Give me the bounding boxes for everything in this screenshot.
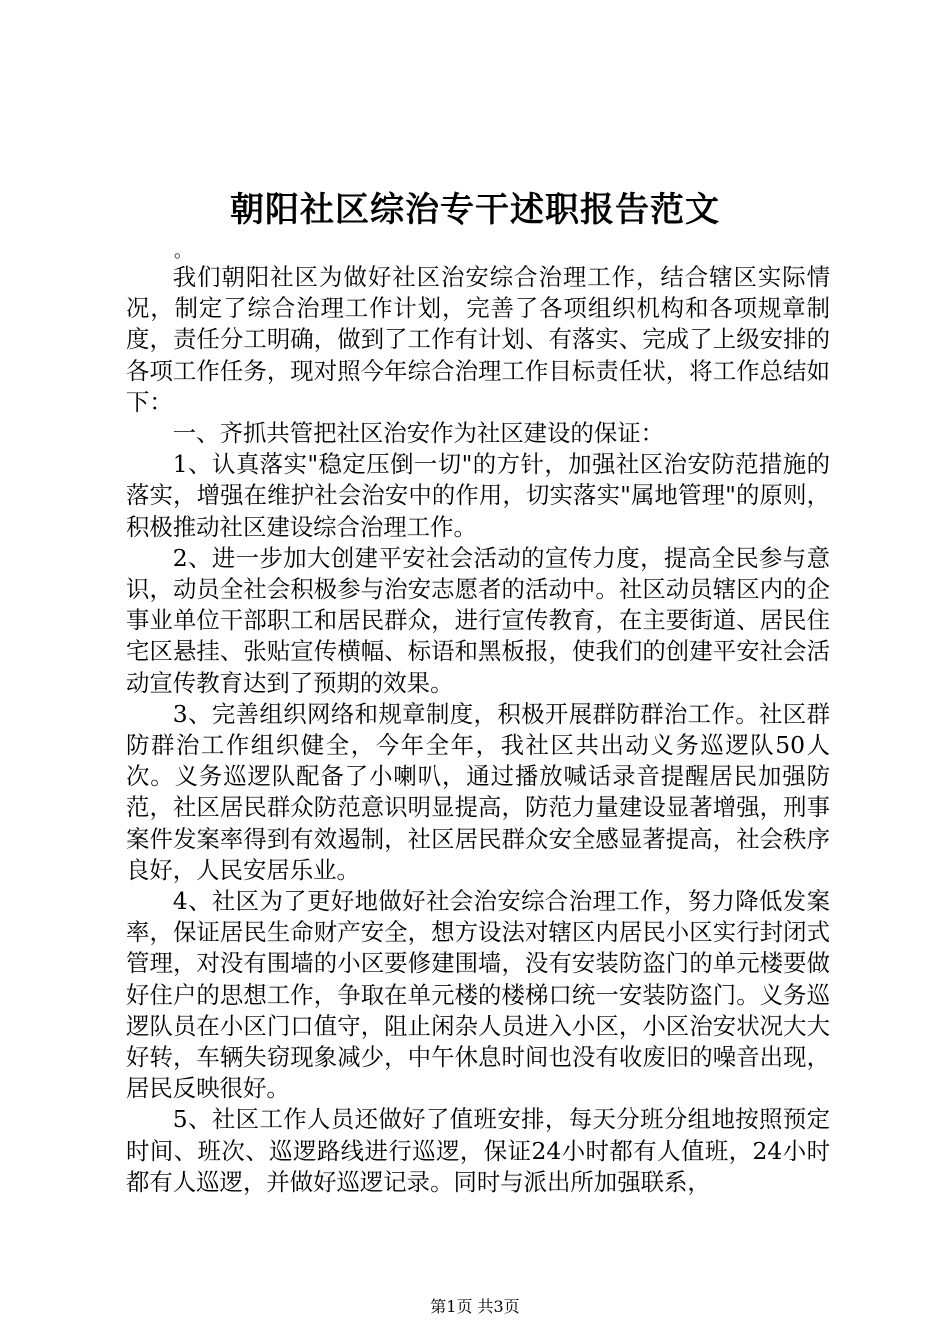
paragraph-item-4: 4、社区为了更好地做好社会治安综合治理工作，努力降低发案率，保证居民生命财产安全，想方设法对辖区内居民小区实行封闭式管理，对没有围墙的小区要修建围墙，没有安装防盗门的单元楼要做好住户的思想工作，争取在单元楼的楼梯口统一安装防盗门。义务巡逻队员在小区门口值守，阻止闲杂人员进入小区，小区治安状况大大好转，车辆失窃现象减少，中午休息时间也没有收废旧的噪音出现，居民反映很好。 (126, 887, 830, 1103)
paragraph-intro: 我们朝阳社区为做好社区治安综合治理工作，结合辖区实际情况，制定了综合治理工作计划，完善了各项组织机构和各项规章制度，责任分工明确，做到了工作有计划、有落实、完成了上级安排的各项工作任务，现对照今年综合治理工作目标责任状，将工作总结如下： (126, 263, 830, 416)
paragraph-item-5: 5、社区工作人员还做好了值班安排，每天分班分组地按照预定时间、班次、巡逻路线进行巡逻，保证24小时都有人值班，24小时都有人巡逻，并做好巡逻记录。同时与派出所加强联系， (126, 1105, 830, 1196)
document-body (126, 262, 830, 1198)
page-footer: 第1页 共3页 (430, 1297, 520, 1316)
document-title: 朝阳社区综治专干述职报告范文 (230, 190, 720, 230)
paragraph-item-1: 1、认真落实"稳定压倒一切"的方针，加强社区治安防范措施的落实，增强在维护社会治安中的作用，切实落实"属地管理"的原则，积极推动社区建设综合治理工作。 (126, 450, 830, 541)
leading-mark: 。 (174, 241, 192, 262)
paragraph-item-2: 2、进一步加大创建平安社会活动的宣传力度，提高全民参与意识，动员全社会积极参与治安志愿者的活动中。社区动员辖区内的企事业单位干部职工和居民群众，进行宣传教育，在主要街道、居民住宅区悬挂、张贴宣传横幅、标语和黑板报，使我们的创建平安社会活动宣传教育达到了预期的效果。 (126, 543, 830, 697)
paragraph-section-heading: 一、齐抓共管把社区治安作为社区建设的保证： (172, 419, 664, 448)
paragraph-item-3: 3、完善组织网络和规章制度，积极开展群防群治工作。社区群防群治工作组织健全，今年全年，我社区共出动义务巡逻队50人次。义务巡逻队配备了小喇叭，通过播放喊话录音提醒居民加强防范，社区居民群众防范意识明显提高，防范力量建设显著增强，刑事案件发案率得到有效遏制，社区居民群众安全感显著提高，社会秩序良好，人民安居乐业。 (126, 699, 830, 884)
